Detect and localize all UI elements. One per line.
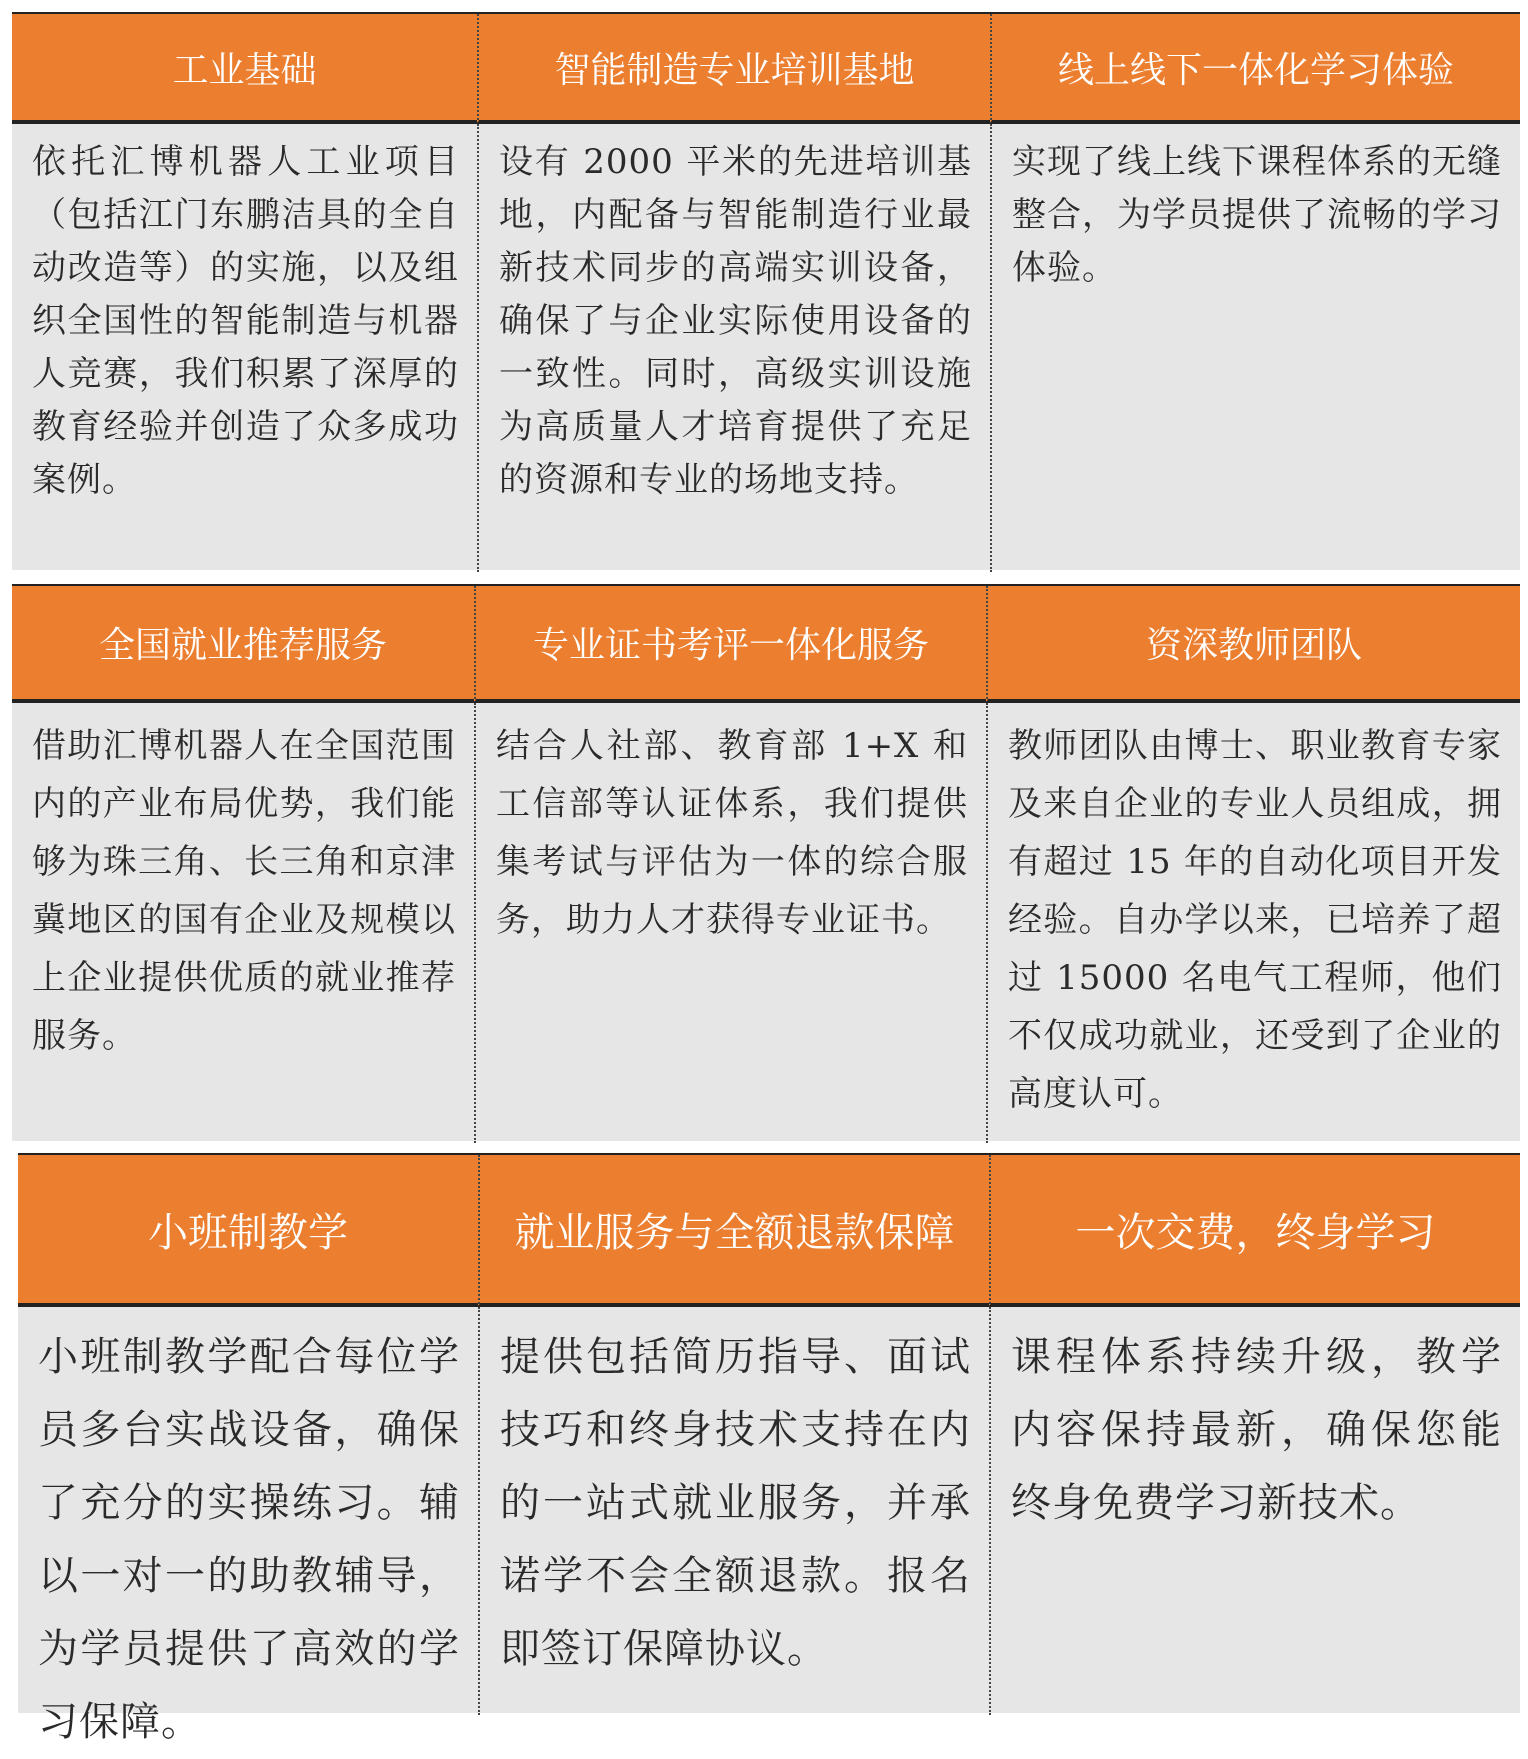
cell-text: 小班制教学配合每位学员多台实战设备，确保了充分的实操练习。辅以一对一的助教辅导，为学员提供了高效的学习保障。 bbox=[38, 1334, 460, 1745]
cell-title: 专业证书考评一体化服务 bbox=[474, 586, 986, 703]
cell-text: 实现了线上线下课程体系的无缝整合，为学员提供了流畅的学习体验。 bbox=[990, 124, 1520, 572]
cell-text: 设有 2000 平米的先进培训基地，内配备与智能制造行业最新技术同步的高端实训设备，确保了与企业实际使用设备的一致性。同时，高级实训设施为高质量人才培育提供了充足的资源和专业的场地支持。 bbox=[477, 124, 990, 572]
cell-text: 课程体系持续升级，教学内容保持最新，确保您能终身免费学习新技术。 bbox=[989, 1307, 1520, 1715]
cell-title: 全国就业推荐服务 bbox=[12, 586, 474, 703]
cell-text: 结合人社部、教育部 1+X 和工信部等认证体系，我们提供集考试与评估为一体的综合服务，助力人才获得专业证书。 bbox=[474, 703, 986, 1143]
feature-panel-1 bbox=[12, 12, 1520, 570]
cell-title: 一次交费，终身学习 bbox=[989, 1155, 1520, 1307]
feature-panel-2 bbox=[12, 584, 1520, 1141]
cell-title: 线上线下一体化学习体验 bbox=[990, 14, 1520, 124]
cell-title: 资深教师团队 bbox=[986, 586, 1520, 703]
cell-title: 工业基础 bbox=[12, 14, 477, 124]
cell-title: 小班制教学 bbox=[18, 1155, 478, 1307]
feature-panel-3 bbox=[18, 1153, 1520, 1745]
cell-text: 提供包括简历指导、面试技巧和终身技术支持在内的一站式就业服务，并承诺学不会全额退款。报名即签订保障协议。 bbox=[478, 1307, 989, 1715]
cell-title: 就业服务与全额退款保障 bbox=[478, 1155, 989, 1307]
cell-title: 智能制造专业培训基地 bbox=[477, 14, 990, 124]
cell-text: 教师团队由博士、职业教育专家及来自企业的专业人员组成，拥有超过 15 年的自动化项目开发经验。自办学以来，已培养了超过 15000 名电气工程师，他们不仅成功就业，还受到了企业的高度认可。 bbox=[986, 703, 1520, 1143]
cell-text: 借助汇博机器人在全国范围内的产业布局优势，我们能够为珠三角、长三角和京津冀地区的国有企业及规模以上企业提供优质的就业推荐服务。 bbox=[32, 726, 456, 1056]
cell-text: 依托汇博机器人工业项目（包括江门东鹏洁具的全自动改造等）的实施，以及组织全国性的智能制造与机器人竞赛，我们积累了深厚的教育经验并创造了众多成功案例。 bbox=[32, 142, 459, 500]
